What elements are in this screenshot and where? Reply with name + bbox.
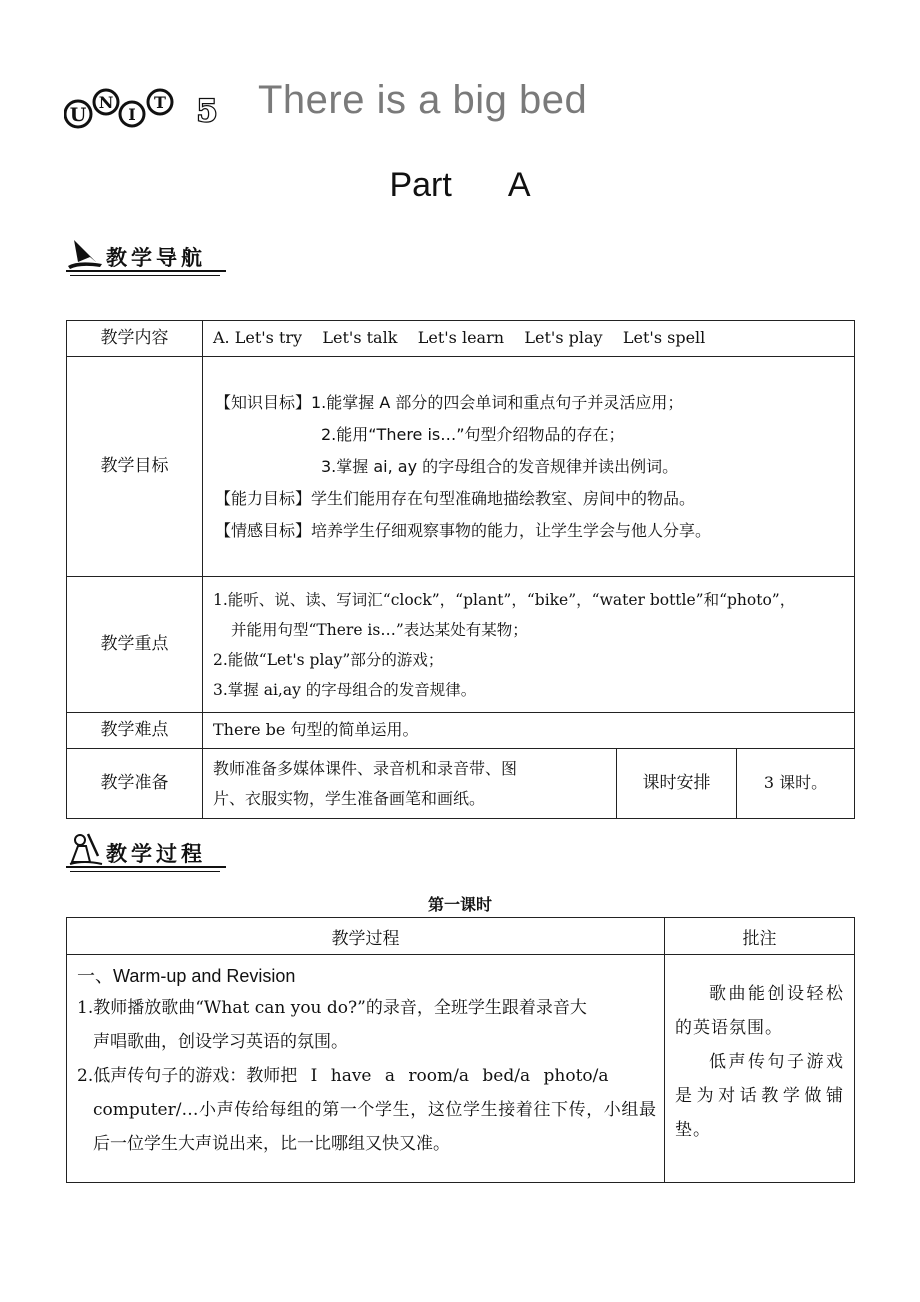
goal-line: 2.能用“There is…”句型介绍物品的存在； (321, 424, 625, 444)
goal-line: 【知识目标】1.能掌握 A 部分的四会单词和重点句子并灵活应用； (215, 392, 684, 412)
step-text: computer/…小声传给每组的第一个学生，这位学生接着往下传，小组最后一位学生大声说出来，比一比哪组又快又准。 (93, 1100, 656, 1154)
unit-title: There is a big bed (258, 78, 588, 122)
step-2 (77, 1059, 656, 1161)
unit-letter: N (98, 93, 114, 112)
lesson-title: 第一课时 (427, 895, 492, 914)
goals-cell (203, 357, 855, 577)
difficult-value: There be 句型的简单运用。 (203, 713, 855, 749)
prep-line: 片、衣服实物，学生准备画笔和画纸。 (213, 788, 486, 808)
unit-number: 5 (196, 94, 218, 129)
step-text: 1.教师播放歌曲“What can you do?”的录音，全班学生跟着录音大 (77, 998, 587, 1018)
goal-line: 3.掌握 ai, ay 的字母组合的发音规律并读出例词。 (321, 456, 679, 476)
key-point-line: 3.掌握 ai,ay 的字母组合的发音规律。 (213, 680, 477, 699)
part-letter: A (507, 166, 531, 204)
unit-letter: U (69, 104, 87, 126)
section-heading-teaching-process (66, 832, 226, 872)
goal-line: 【情感目标】培养学生仔细观察事物的能力，让学生学会与他人分享。 (215, 520, 712, 540)
unit-letter: I (128, 105, 136, 124)
table-row (67, 321, 855, 357)
heading-underline (70, 275, 220, 276)
part-title (0, 166, 920, 205)
notes-cell (665, 955, 855, 1183)
heading-underline (70, 871, 220, 872)
key-point-line: 1.能听、说、读、写词汇“clock”，“plant”，“bike”，“water bottle”和“photo”， (213, 590, 796, 609)
writing-figure-icon (66, 832, 106, 868)
table-row (67, 955, 855, 1183)
key-point-line: 2.能做“Let's play”部分的游戏； (213, 650, 444, 669)
hours-label: 课时安排 (617, 749, 737, 819)
note-text: 低声传句子游戏是为对话教学做铺垫。 (675, 1052, 844, 1140)
goal-line: 【能力目标】学生们能用存在句型准确地描绘教室、房间中的物品。 (215, 488, 696, 508)
section-heading-text: 教学导航 (106, 246, 206, 270)
difficult-label: 教学难点 (67, 713, 203, 749)
prep-label: 教学准备 (67, 749, 203, 819)
heading-underline (66, 866, 226, 868)
sailboat-icon (66, 236, 106, 272)
unit-letter: T (154, 93, 166, 112)
key-points-cell (203, 577, 855, 713)
col-header-process: 教学过程 (67, 918, 665, 955)
prep-value (203, 749, 617, 819)
col-header-notes: 批注 (665, 918, 855, 955)
key-point-line: 并能用句型“There is…”表达某处有某物； (231, 620, 528, 639)
step-1 (77, 991, 656, 1059)
table-row (67, 749, 855, 819)
note-text: 歌曲能创设轻松的英语氛围。 (675, 984, 844, 1038)
section-heading-text: 教学过程 (106, 842, 206, 866)
overview-table (66, 320, 855, 819)
table-header-row (67, 918, 855, 955)
part-word: Part (389, 166, 452, 204)
step-text: 2.低声传句子的游戏：教师把 I have a room/a bed/a photo/a (77, 1066, 609, 1086)
prep-line: 教师准备多媒体课件、录音机和录音带、图 (213, 758, 518, 778)
warmup-heading: 一、Warm-up and Revision (77, 966, 296, 986)
unit-logo (64, 84, 224, 132)
step-text: 声唱歌曲，创设学习英语的氛围。 (93, 1032, 348, 1052)
process-cell (67, 955, 665, 1183)
table-row (67, 577, 855, 713)
hours-value: 3 课时。 (737, 749, 855, 819)
key-points-label: 教学重点 (67, 577, 203, 713)
section-heading-teaching-guide (66, 236, 226, 276)
goals-label: 教学目标 (67, 357, 203, 577)
table-row (67, 713, 855, 749)
lesson-table (66, 917, 855, 1183)
content-label: 教学内容 (67, 321, 203, 357)
heading-underline (66, 270, 226, 272)
table-row (67, 357, 855, 577)
content-value: A. Let's try Let's talk Let's learn Let's play Let's spell (203, 321, 855, 357)
